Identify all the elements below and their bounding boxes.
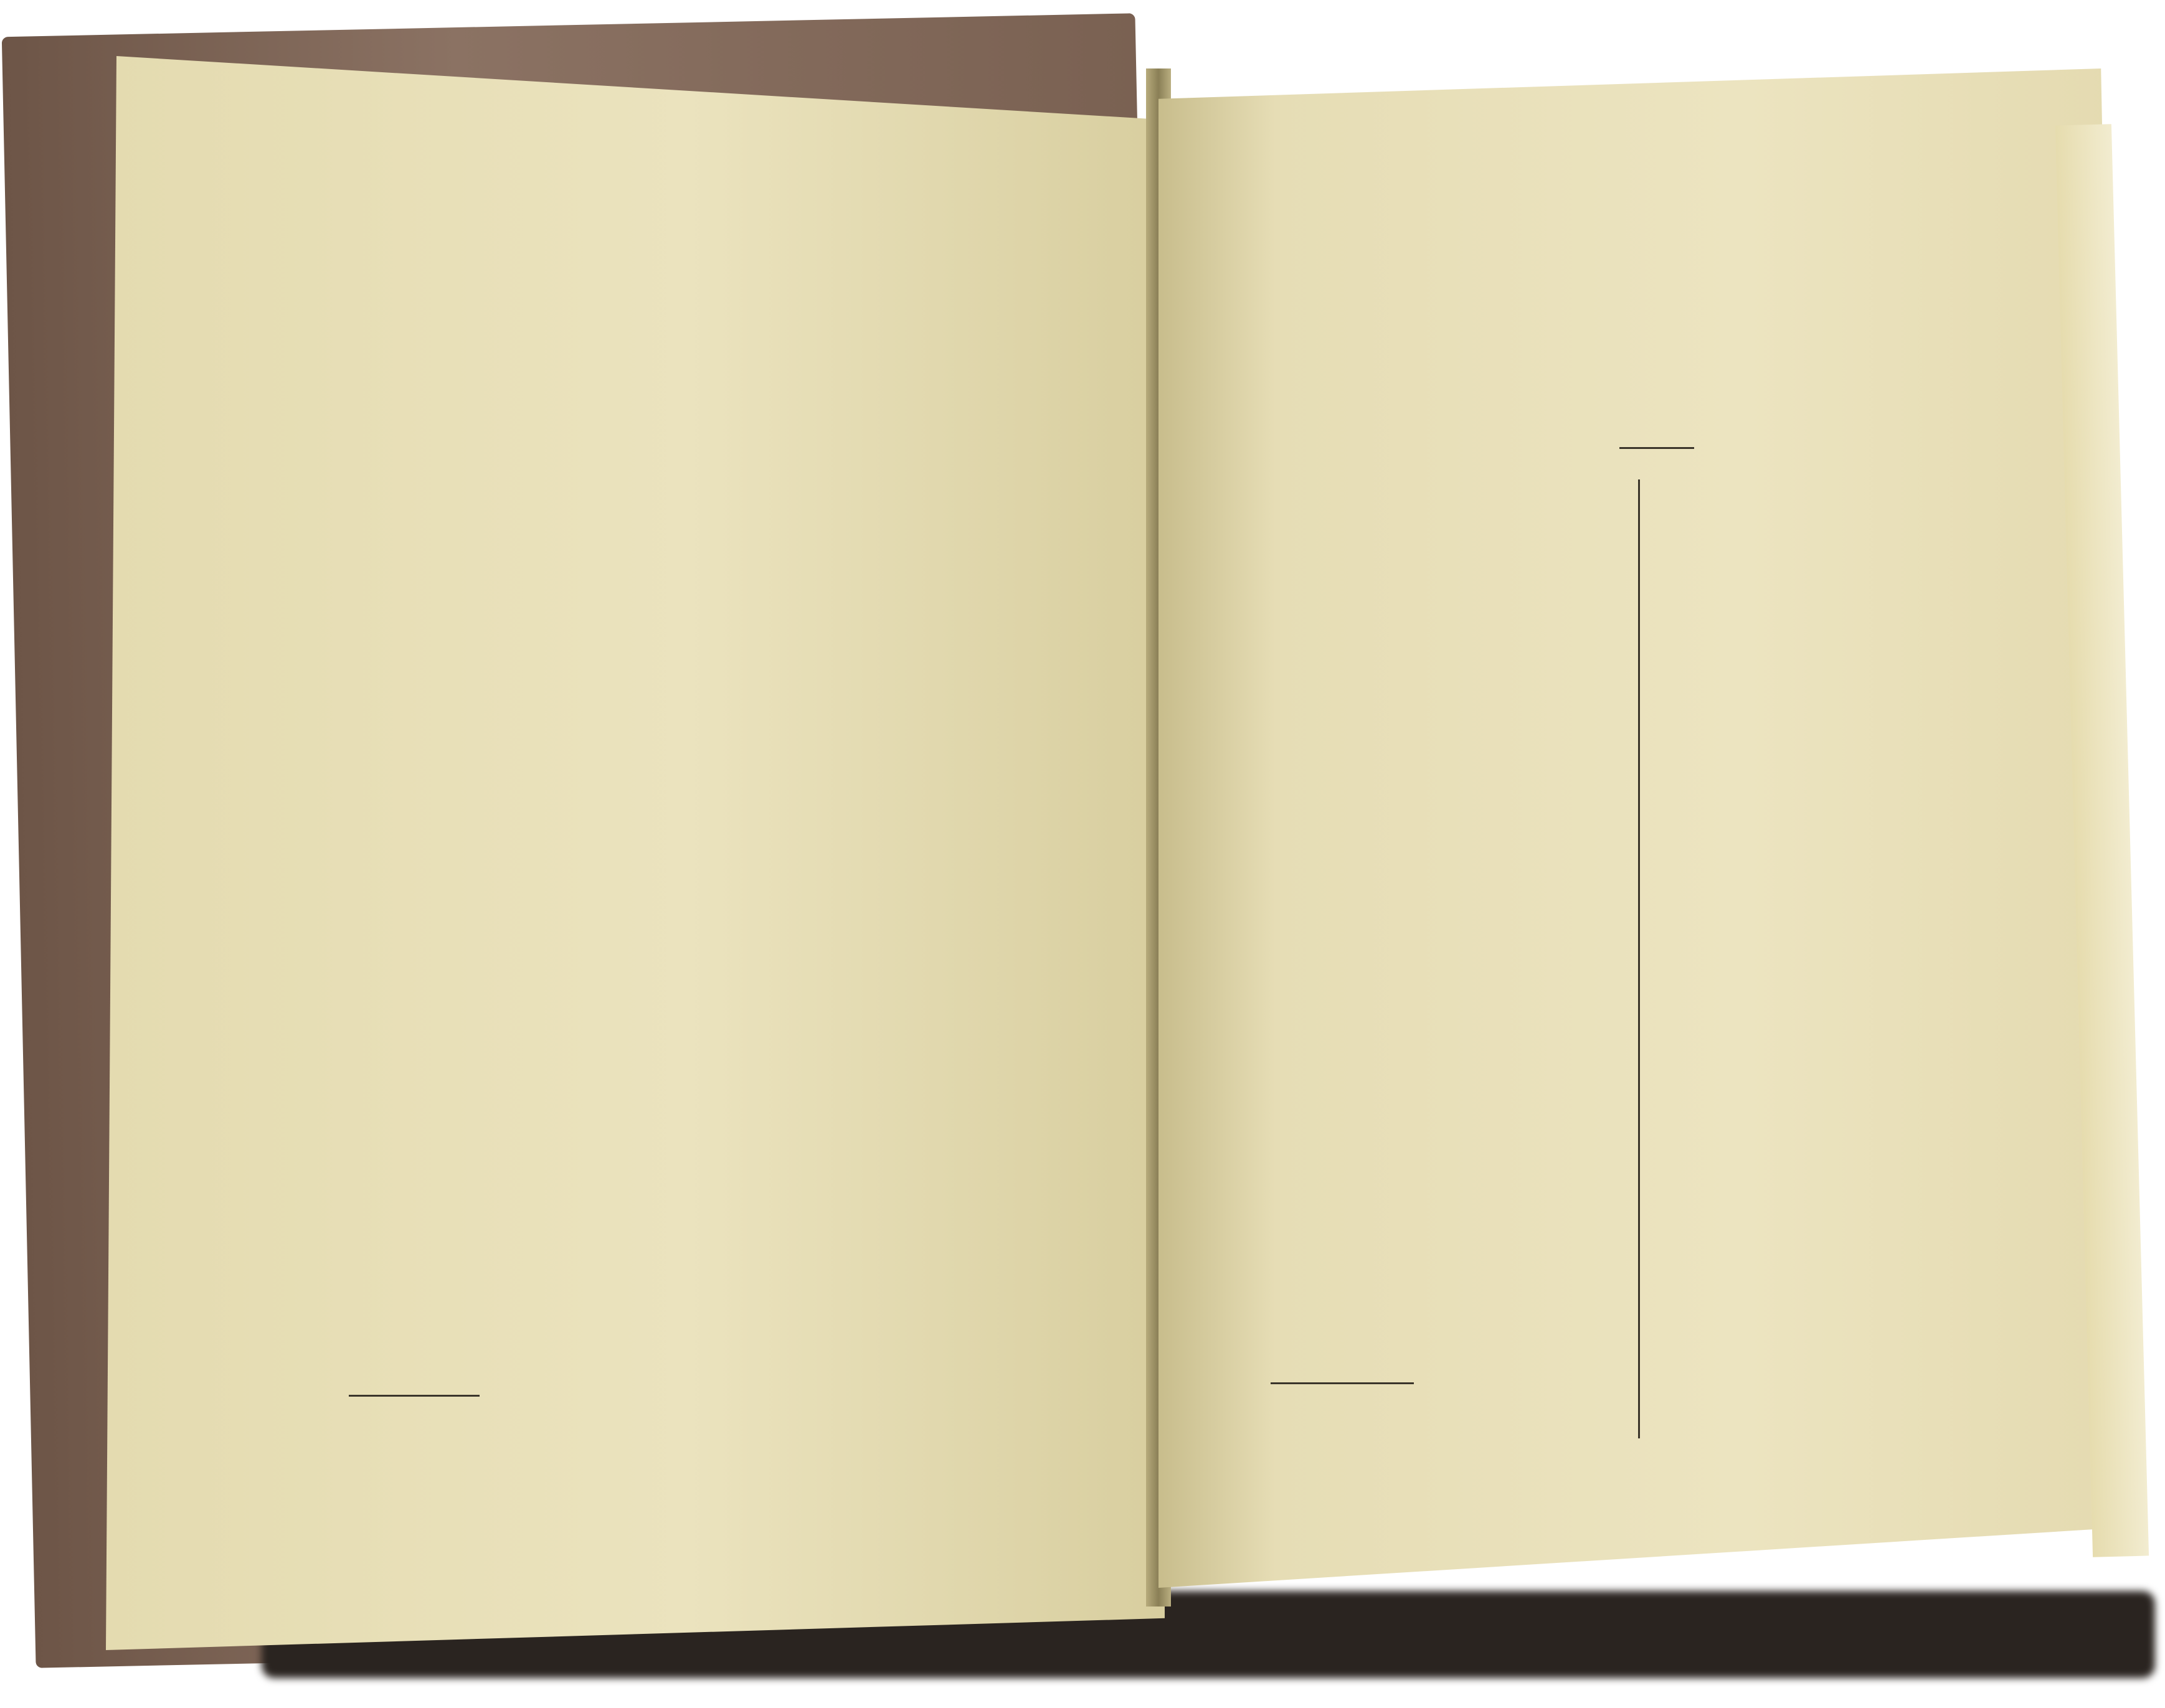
footnote-rule <box>349 1395 480 1397</box>
right-page <box>1158 68 2130 1588</box>
title-rule <box>1619 447 1694 449</box>
column-divider <box>1638 479 1640 1438</box>
footnote-rule-right <box>1271 1382 1414 1384</box>
left-page <box>106 56 1165 1650</box>
